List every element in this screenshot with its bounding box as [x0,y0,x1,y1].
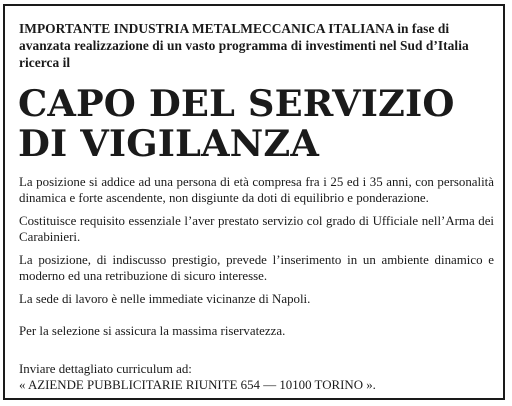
intro-block [19,20,499,71]
intro-line-1 [19,20,499,37]
intro-line-3: ricerca il [19,55,71,70]
headline-line-1: CAPO DEL SERVIZIO [18,81,455,125]
paragraph-requirements-service: Costituisce requisito essenziale l’aver prestato servizio col grado di Ufficiale nell’Arma dei Carabinieri. [19,214,494,244]
intro-line-2: avanzata realizzazione di un vasto programma di investimenti nel Sud d’Italia [19,38,469,53]
job-title-headline [18,83,508,163]
paragraph-work-location: La sede di lavoro è nelle immediate vicinanze di Napoli. [19,292,311,306]
intro-connector: in fase di [397,21,450,36]
headline-line-2: DI VIGILANZA [18,121,320,165]
contact-instruction: Inviare dettagliato curriculum ad: [19,362,192,376]
company-description: IMPORTANTE INDUSTRIA METALMECCANICA ITALIANA [19,21,394,36]
contact-address: « AZIENDE PUBBLICITARIE RIUNITE 654 — 10100 TORINO ». [19,378,376,392]
paragraph-position-offer: La posizione, di indiscusso prestigio, prevede l’inserimento in un ambiente dinamico e moderno ed una retribuzione di sicuro interesse. [19,253,494,283]
paragraph-requirements-age: La posizione si addice ad una persona di età compresa fra i 25 ed i 35 anni, con personalità dinamica e forte ascendente, non disgiunte da doti di equilibrio e ponderazione. [19,175,494,205]
paragraph-confidentiality: Per la selezione si assicura la massima riservatezza. [19,324,286,338]
job-description [19,174,494,393]
